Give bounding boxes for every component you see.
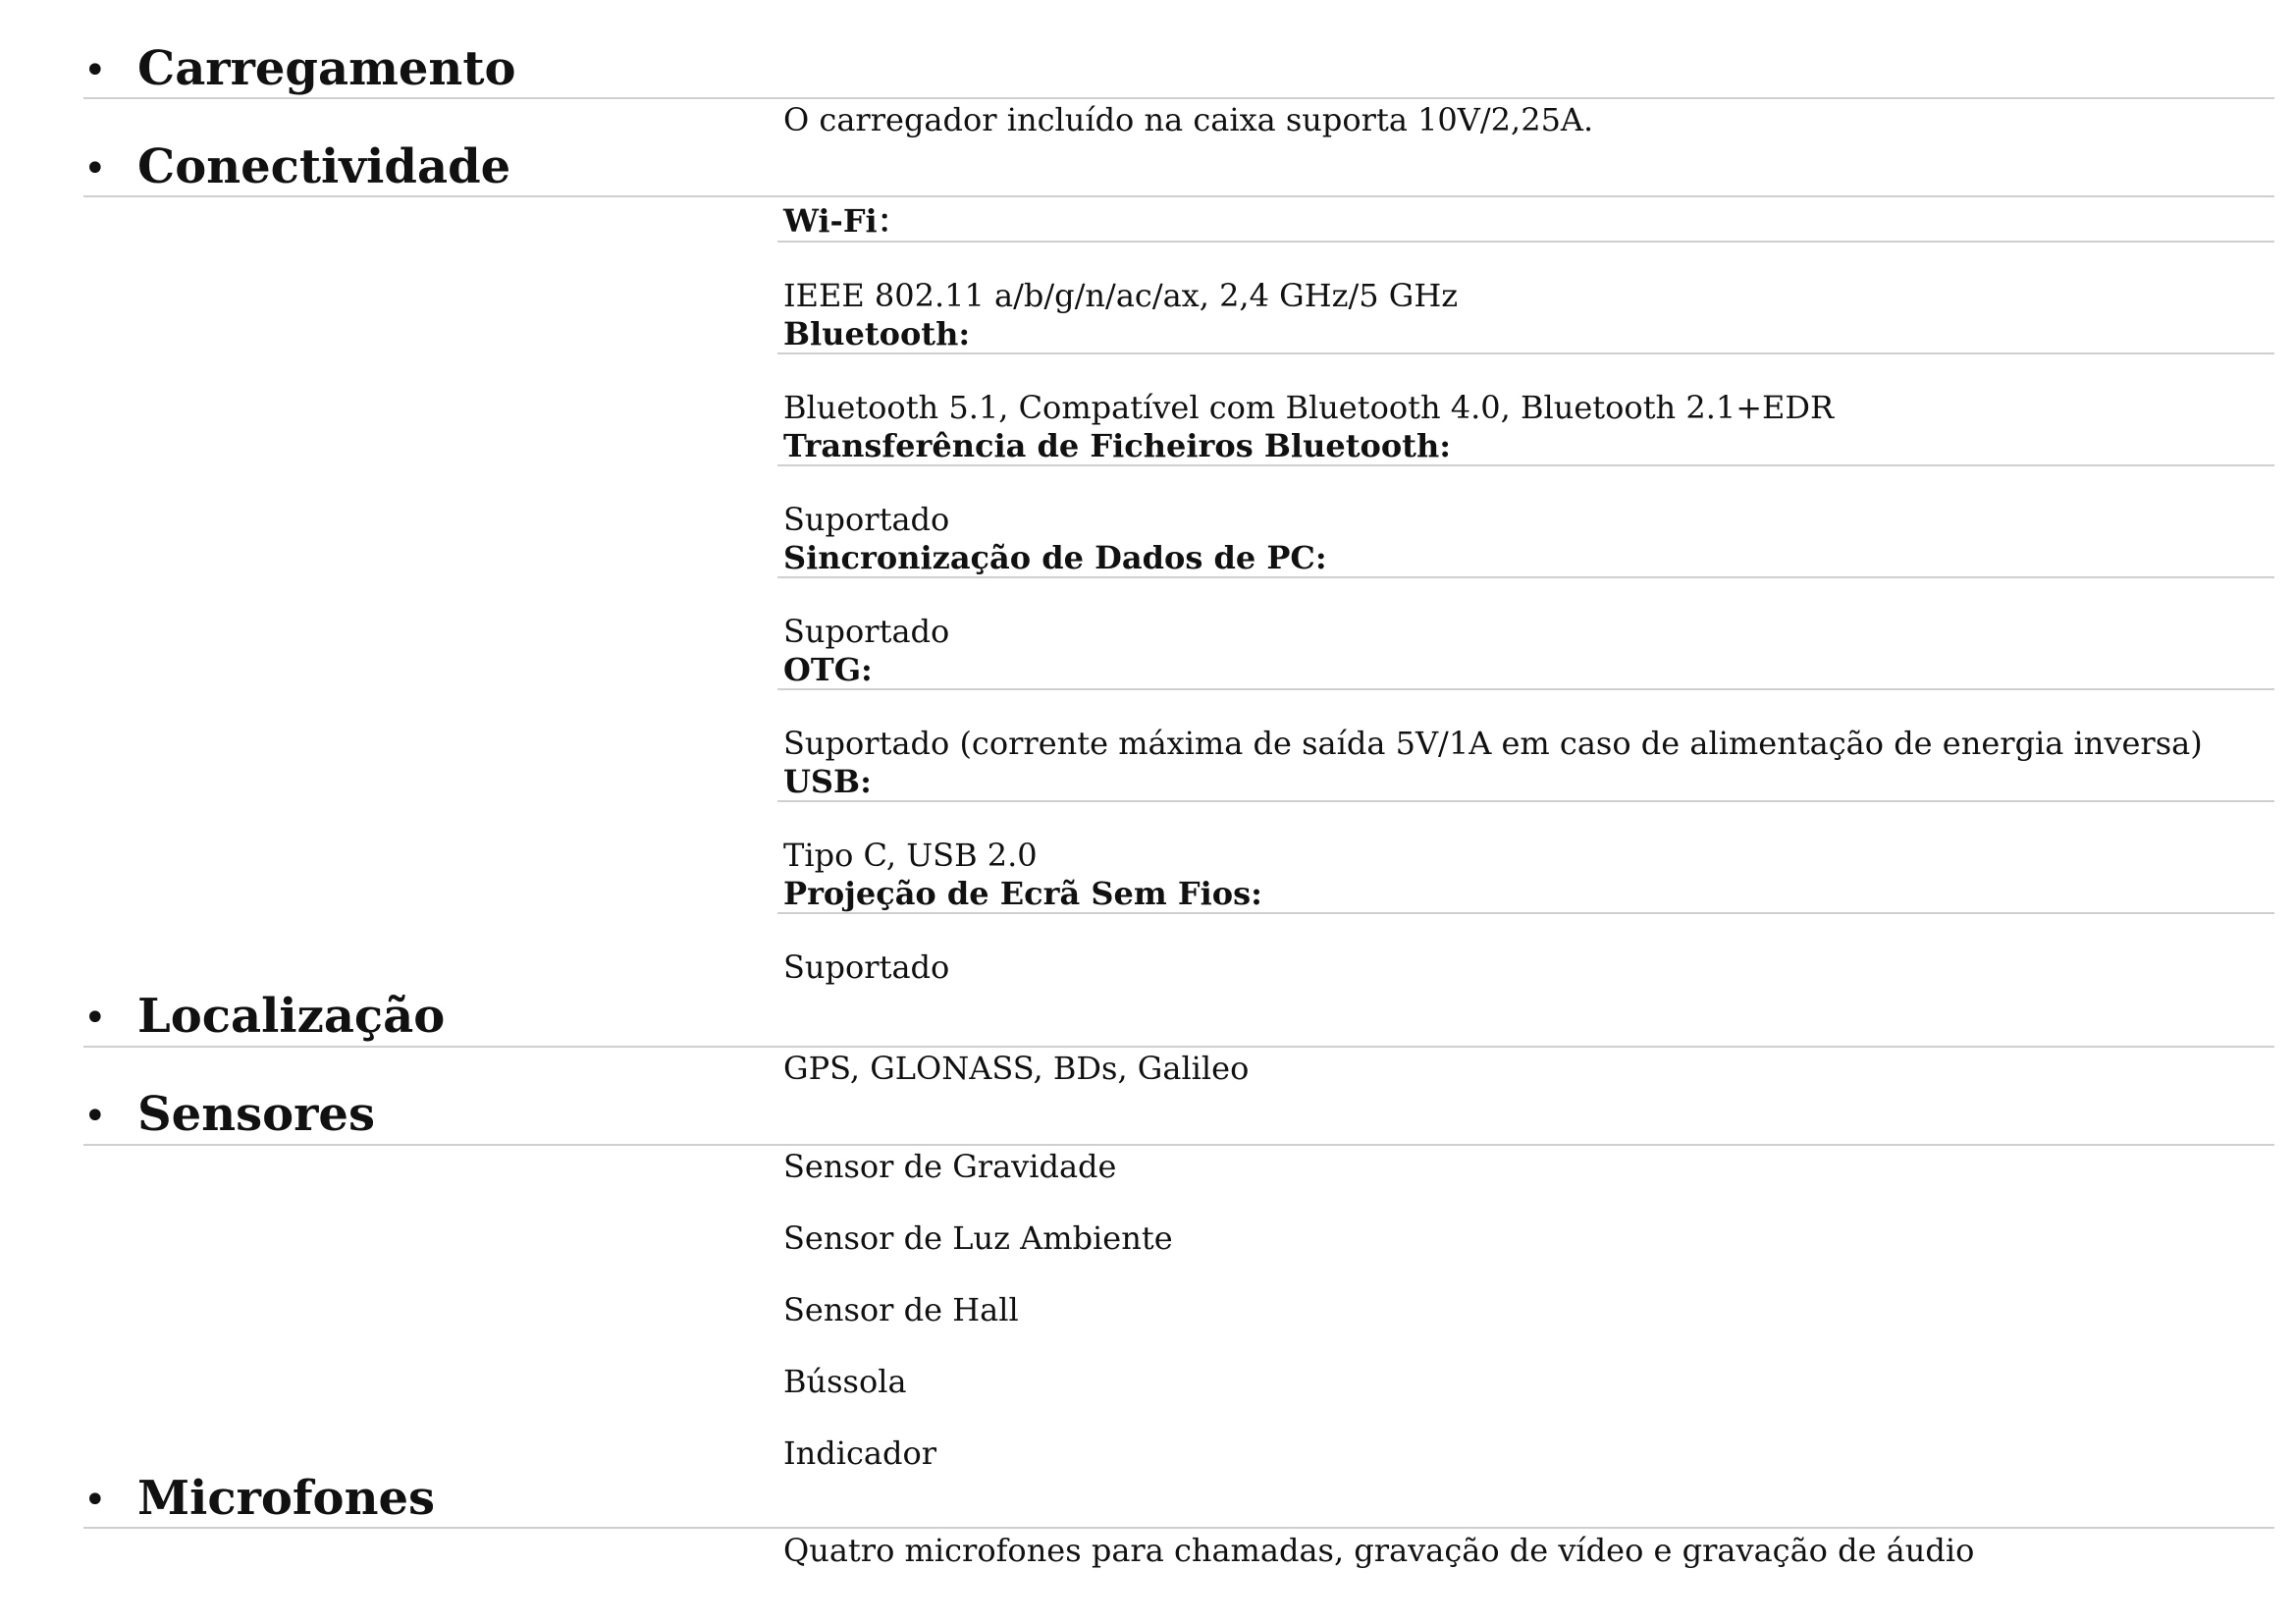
spec-value-otg: Suportado (corrente máxima de saída 5V/1A em caso de alimentação de energia inversa) (783, 725, 2203, 762)
sensor-item: Sensor de Gravidade (783, 1148, 1117, 1185)
spec-label-otg: OTG: (783, 651, 873, 688)
spec-value-usb: Tipo C, USB 2.0 (783, 837, 1038, 874)
microfones-text: Quatro microfones para chamadas, gravação de vídeo e gravação de áudio (783, 1532, 1975, 1569)
divider (777, 576, 2274, 578)
divider (777, 800, 2274, 802)
section-title-carregamento: Carregamento (137, 41, 516, 96)
spec-value-bluetooth: Bluetooth 5.1, Compatível com Bluetooth 4.0, Bluetooth 2.1+EDR (783, 389, 1835, 426)
spec-value-screen-projection: Suportado (783, 948, 950, 986)
spec-label-screen-projection: Projeção de Ecrã Sem Fios: (783, 875, 1262, 912)
bullet-icon: • (83, 48, 107, 93)
spec-value-bt-transfer: Suportado (783, 501, 950, 538)
spec-label-bluetooth: Bluetooth: (783, 315, 971, 352)
divider (777, 241, 2274, 243)
divider (777, 352, 2274, 354)
bullet-icon: • (83, 996, 107, 1041)
sensor-item: Indicador (783, 1435, 937, 1472)
divider (777, 912, 2274, 914)
section-title-conectividade: Conectividade (137, 139, 511, 194)
divider (83, 97, 2274, 99)
spec-label-usb: USB: (783, 763, 872, 800)
spec-label-pc-sync: Sincronização de Dados de PC: (783, 539, 1327, 576)
bullet-icon: • (83, 1094, 107, 1139)
sensor-item: Sensor de Hall (783, 1291, 1019, 1328)
divider (777, 464, 2274, 466)
section-title-sensores: Sensores (137, 1087, 375, 1142)
divider (83, 1046, 2274, 1048)
divider (777, 688, 2274, 690)
carregamento-text: O carregador incluído na caixa suporta 10V/2,25A. (783, 101, 1594, 138)
spec-label-bt-transfer: Transferência de Ficheiros Bluetooth: (783, 427, 1452, 464)
sensor-item: Bússola (783, 1363, 907, 1400)
localizacao-text: GPS, GLONASS, BDs, Galileo (783, 1050, 1250, 1087)
spec-value-pc-sync: Suportado (783, 613, 950, 650)
bullet-icon: • (83, 146, 107, 191)
section-title-localizacao: Localização (137, 989, 446, 1044)
spec-value-wifi: IEEE 802.11 a/b/g/n/ac/ax, 2,4 GHz/5 GHz (783, 277, 1459, 314)
divider (83, 195, 2274, 197)
divider (83, 1527, 2274, 1529)
spec-label-wifi: Wi-Fi： (783, 202, 909, 240)
sensor-item: Sensor de Luz Ambiente (783, 1219, 1173, 1257)
divider (83, 1144, 2274, 1146)
section-title-microfones: Microfones (137, 1471, 436, 1526)
bullet-icon: • (83, 1478, 107, 1523)
